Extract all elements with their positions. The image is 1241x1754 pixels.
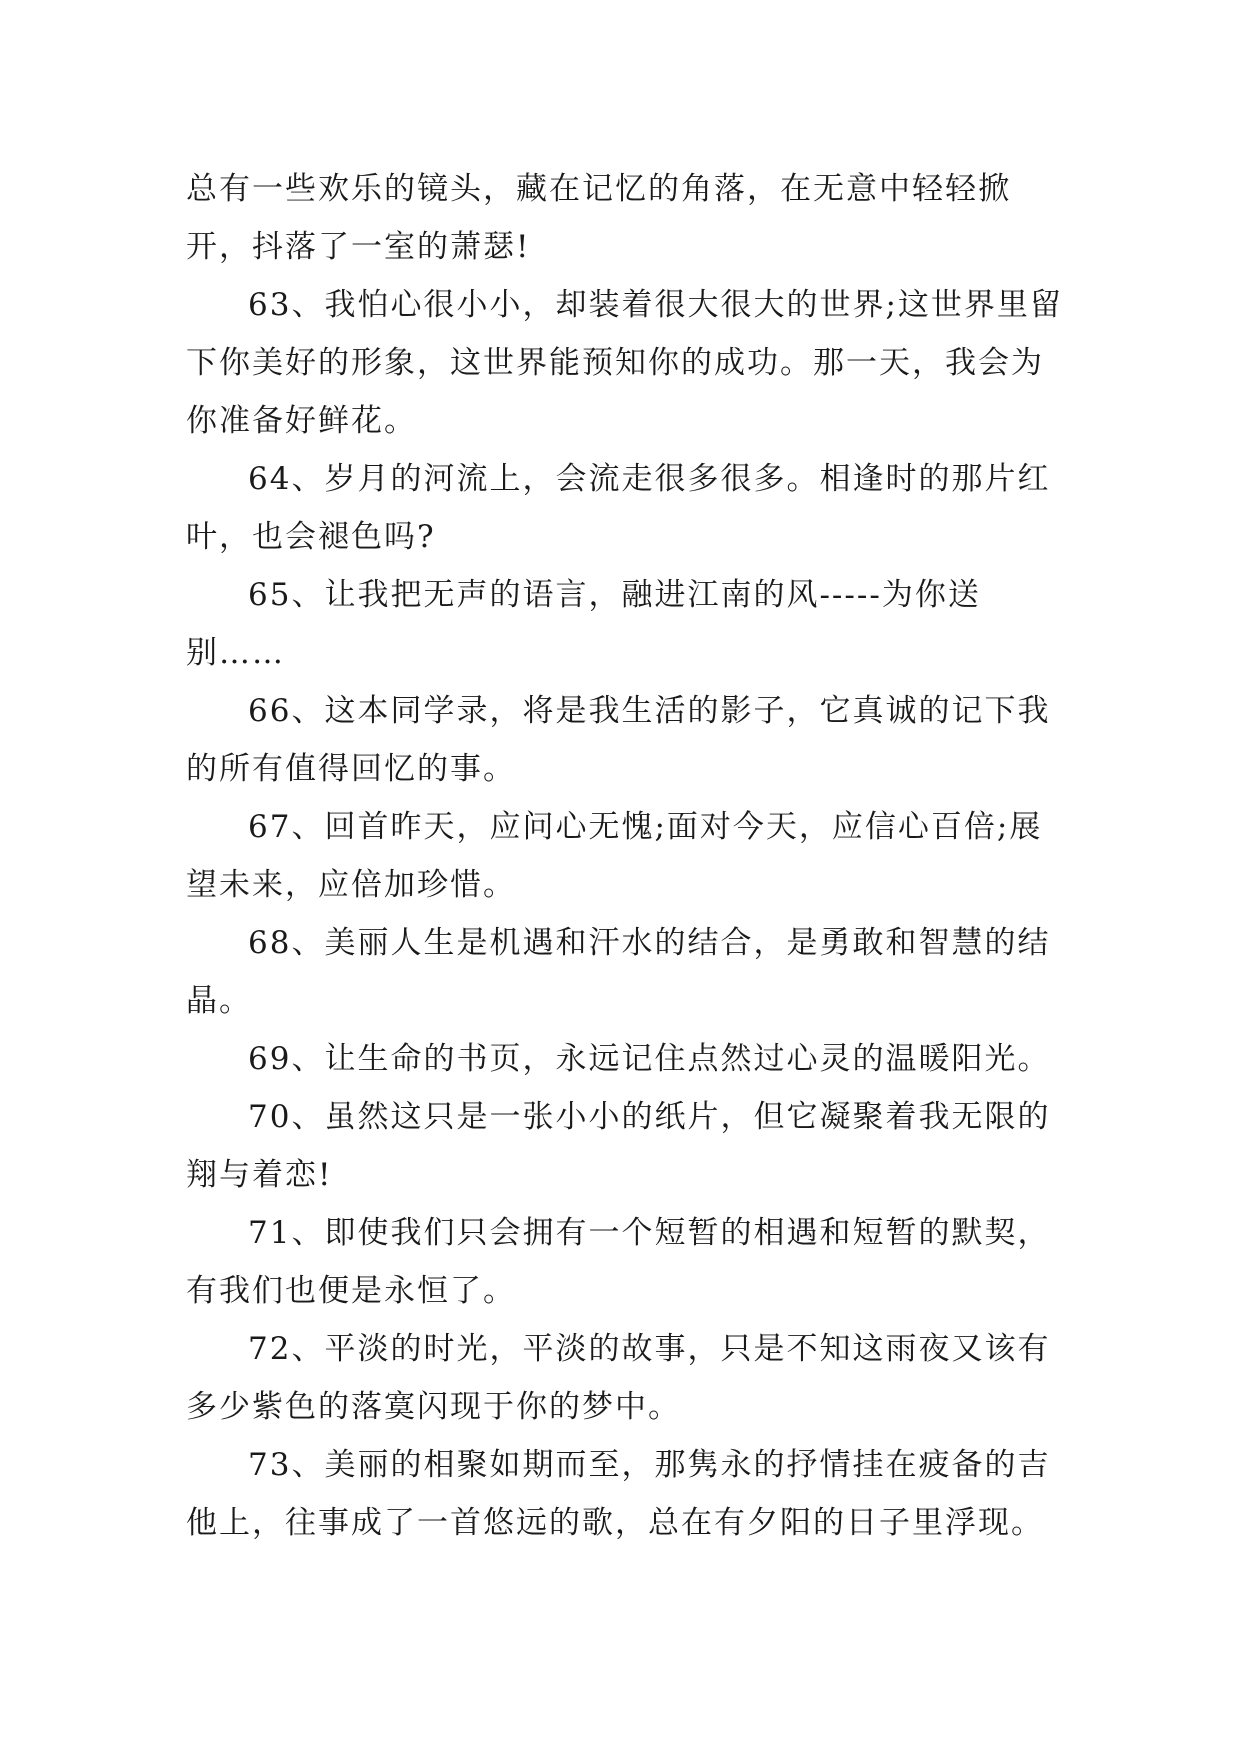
paragraph-66: 66、这本同学录，将是我生活的影子，它真诚的记下我的所有值得回忆的事。: [186, 693, 1051, 787]
paragraph-continued: 总有一些欢乐的镜头，藏在记忆的角落，在无意中轻轻掀开，抖落了一室的萧瑟!: [186, 171, 1011, 265]
paragraph-64: 64、岁月的河流上，会流走很多很多。相逢时的那片红叶，也会褪色吗?: [186, 461, 1051, 555]
paragraph-67: 67、回首昨天，应问心无愧;面对今天，应信心百倍;展望未来，应倍加珍惜。: [186, 809, 1043, 903]
paragraph-63: 63、我怕心很小小，却装着很大很大的世界;这世界里留下你美好的形象，这世界能预知你的成功。那一天，我会为你准备好鲜花。: [186, 287, 1063, 439]
paragraph-70: 70、虽然这只是一张小小的纸片，但它凝聚着我无限的翔与着恋!: [186, 1099, 1051, 1193]
paragraph-69: 69、让生命的书页，永远记住点然过心灵的温暖阳光。: [248, 1041, 1051, 1077]
paragraph-68: 68、美丽人生是机遇和汗水的结合，是勇敢和智慧的结晶。: [186, 925, 1051, 1019]
paragraph-73: 73、美丽的相聚如期而至，那隽永的抒情挂在疲备的吉他上，往事成了一首悠远的歌，总在有夕阳的日子里浮现。: [186, 1447, 1051, 1541]
paragraph-65: 65、让我把无声的语言，融进江南的风-----为你送别……: [186, 577, 981, 671]
document-page: [186, 160, 1066, 1552]
paragraph-71: 71、即使我们只会拥有一个短暂的相遇和短暂的默契，有我们也便是永恒了。: [186, 1215, 1051, 1309]
paragraph-72: 72、平淡的时光，平淡的故事，只是不知这雨夜又该有多少紫色的落寞闪现于你的梦中。: [186, 1331, 1051, 1425]
